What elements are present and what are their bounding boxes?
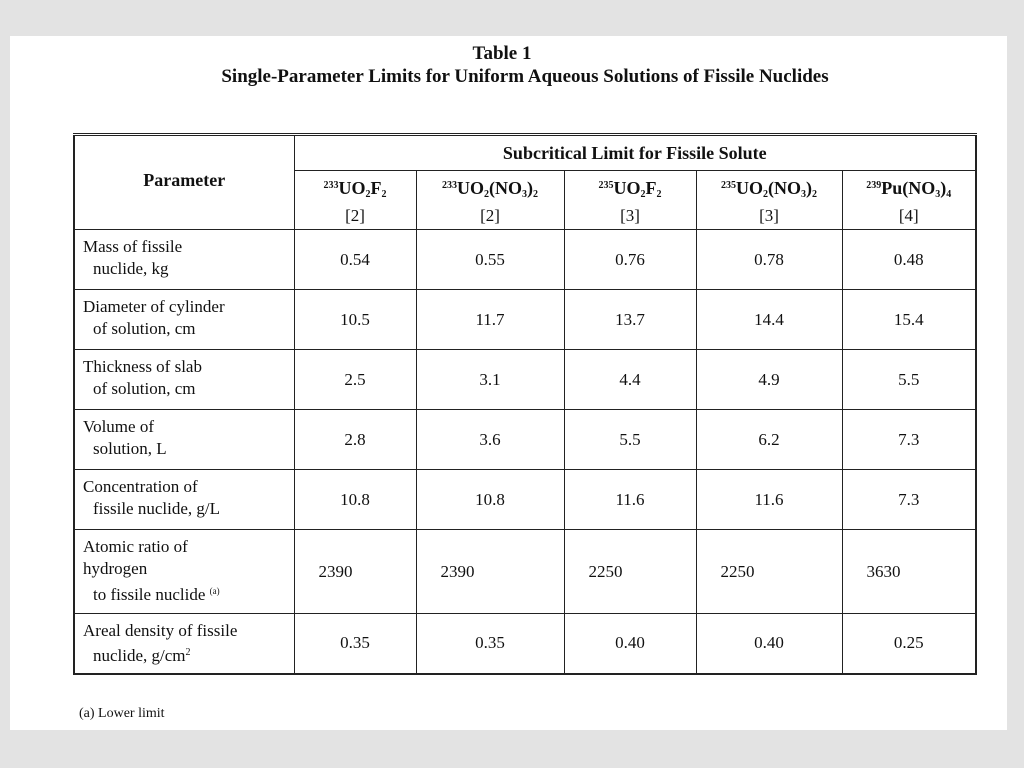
value-cell: 0.35: [294, 614, 416, 674]
column-header-239-puno34: $^{239}Pu(NO_3)_4$ [4]: [842, 171, 976, 230]
value-cell: 2390: [416, 530, 564, 614]
value-cell: 3.6: [416, 410, 564, 470]
value-cell: 0.54: [294, 230, 416, 290]
table-row: [74, 470, 976, 530]
value-cell: 10.8: [416, 470, 564, 530]
value-cell: 2250: [564, 530, 696, 614]
column-header-233-uo2no32: $^{233}UO_2(NO_3)_2$ [2]: [416, 171, 564, 230]
value-cell: 2390: [294, 530, 416, 614]
parameter-cell: Volume of solution, L: [74, 410, 294, 470]
parameter-cell: Diameter of cylinder of solution, cm: [74, 290, 294, 350]
value-cell: 11.6: [564, 470, 696, 530]
parameter-cell: Concentration of fissile nuclide, g/L: [74, 470, 294, 530]
table-row: [74, 530, 976, 614]
value-cell: 5.5: [842, 350, 976, 410]
value-cell: 5.5: [564, 410, 696, 470]
value-cell: 6.2: [696, 410, 842, 470]
value-cell: 7.3: [842, 470, 976, 530]
parameter-cell: Mass of fissile nuclide, kg: [74, 230, 294, 290]
value-cell: 10.8: [294, 470, 416, 530]
parameter-cell: Thickness of slab of solution, cm: [74, 350, 294, 410]
table-row: [74, 290, 976, 350]
value-cell: 0.40: [564, 614, 696, 674]
value-cell: 0.55: [416, 230, 564, 290]
parameter-cell: Areal density of fissile nuclide, $g/cm^2$: [74, 614, 294, 674]
value-cell: 4.9: [696, 350, 842, 410]
value-cell: 4.4: [564, 350, 696, 410]
footnote-marker: (a): [209, 586, 220, 596]
value-cell: 2250: [696, 530, 842, 614]
table-row: [74, 350, 976, 410]
value-cell: 14.4: [696, 290, 842, 350]
value-cell: 0.40: [696, 614, 842, 674]
value-cell: 11.7: [416, 290, 564, 350]
value-cell: 0.78: [696, 230, 842, 290]
value-cell: 7.3: [842, 410, 976, 470]
footnote: (a) Lower limit: [79, 706, 165, 721]
value-cell: 0.76: [564, 230, 696, 290]
column-header-233-uo2f2: $^{233}UO_2F_2$ [2]: [294, 171, 416, 230]
value-cell: 0.48: [842, 230, 976, 290]
subcritical-limit-header: Subcritical Limit for Fissile Solute: [294, 135, 976, 171]
value-cell: 3630: [842, 530, 976, 614]
limits-table: [73, 133, 977, 675]
value-cell: 3.1: [416, 350, 564, 410]
parameter-header: Parameter: [74, 135, 294, 230]
table-title: Single-Parameter Limits for Uniform Aqueous Solutions of Fissile Nuclides: [221, 66, 829, 87]
value-cell: 10.5: [294, 290, 416, 350]
value-cell: 15.4: [842, 290, 976, 350]
value-cell: 2.8: [294, 410, 416, 470]
limits-table-container: [73, 133, 975, 675]
table-number: Table 1: [472, 43, 532, 64]
value-cell: 13.7: [564, 290, 696, 350]
table-row: [74, 230, 976, 290]
table-row: [74, 614, 976, 674]
parameter-cell: Atomic ratio of hydrogen to fissile nuclide $^{(a)}$: [74, 530, 294, 614]
column-header-235-uo2no32: $^{235}UO_2(NO_3)_2$ [3]: [696, 171, 842, 230]
value-cell: 0.35: [416, 614, 564, 674]
table-row: [74, 410, 976, 470]
value-cell: 11.6: [696, 470, 842, 530]
value-cell: 0.25: [842, 614, 976, 674]
column-header-235-uo2f2: $^{235}UO_2F_2$ [3]: [564, 171, 696, 230]
value-cell: 2.5: [294, 350, 416, 410]
